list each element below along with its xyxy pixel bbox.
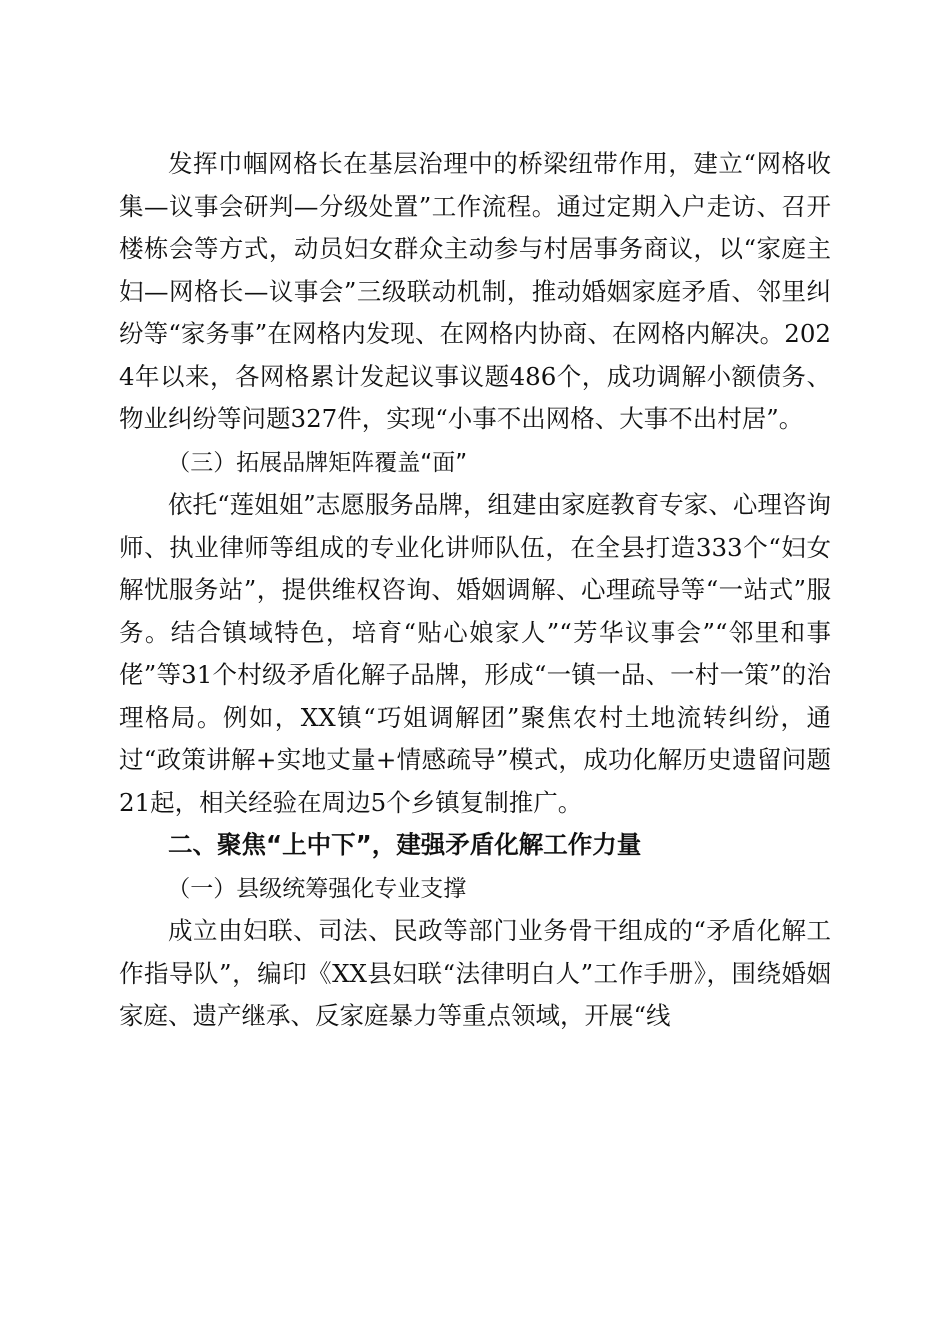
paragraph-county-level: 成立由妇联、司法、民政等部门业务骨干组成的“矛盾化解工作指导队”，编印《XX县妇联“法律明白人”工作手册》，围绕婚姻家庭、遗产继承、反家庭暴力等重点领域，开展“线 [119,916,831,1030]
paragraph-grid-governance: 发挥巾帼网格长在基层治理中的桥梁纽带作用，建立“网格收集—议事会研判—分级处置”工作流程。通过定期入户走访、召开楼栋会等方式，动员妇女群众主动参与村居事务商议，以“家庭主妇—网格长—议事会”三级联动机制，推动婚姻家庭矛盾、邻里纠纷等“家务事”在网格内发现、在网格内协商、在网格内解决。2024年以来，各网格累计发起议事议题486个，成功调解小额债务、物业纠纷等问题327件，实现“小事不出网格、大事不出村居”。 [119,149,831,433]
subheading-brand-matrix: （三）拓展品牌矩阵覆盖“面” [167,449,468,476]
paragraph-brand-matrix: 依托“莲姐姐”志愿服务品牌，组建由家庭教育专家、心理咨询师、执业律师等组成的专业化讲师队伍，在全县打造333个“妇女解忧服务站”，提供维权咨询、婚姻调解、心理疏导等“一站式”服务。结合镇域特色，培育“贴心娘家人”“芳华议事会”“邻里和事佬”等31个村级矛盾化解子品牌，形成“一镇一品、一村一策”的治理格局。例如，XX镇“巧姐调解团”聚焦农村土地流转纠纷，通过“政策讲解+实地丈量+情感疏导”模式，成功化解历史遗留问题21起，相关经验在周边5个乡镇复制推广。 [119,490,831,817]
document-body [119,143,831,1038]
subheading-county-level: （一）县级统筹强化专业支撑 [167,875,467,902]
section-heading-two: 二、聚焦“上中下”，建强矛盾化解工作力量 [168,830,642,859]
